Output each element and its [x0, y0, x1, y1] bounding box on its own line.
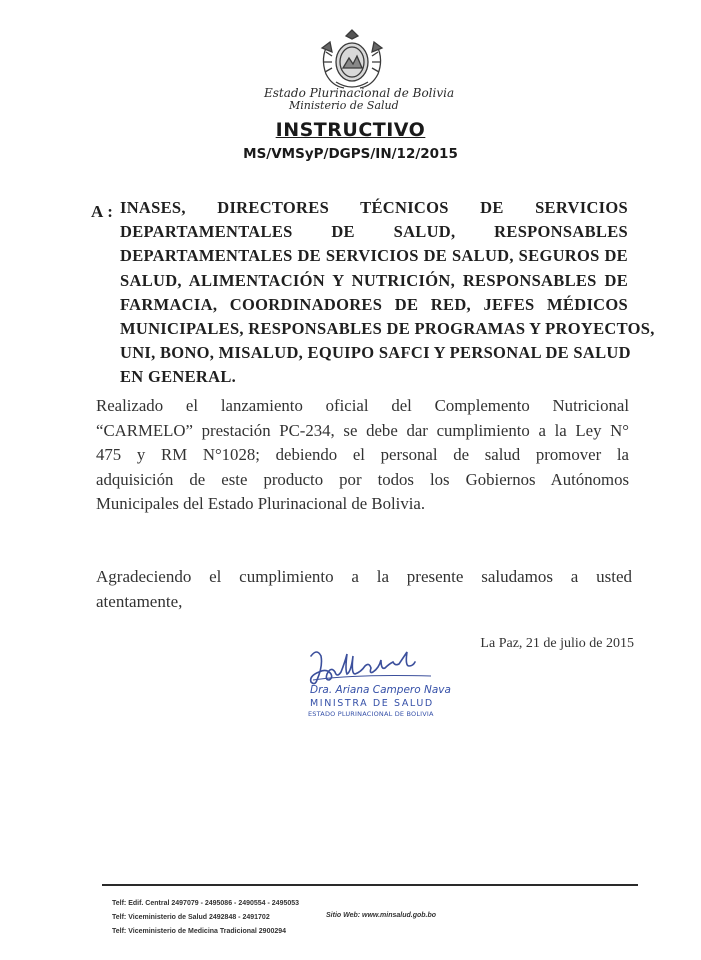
closing-line: atentamente,: [96, 592, 183, 611]
footer-phone-central: Telf: Edif. Central 2497079 - 2495086 - 2490554 - 2495053: [112, 900, 300, 907]
footer-divider: [102, 884, 638, 886]
addressee-line: UNI, BONO, MISALUD, EQUIPO SAFCI Y PERSONAL DE SALUD: [120, 343, 631, 363]
body-line: “CARMELO” prestación PC-234, se debe dar cumplimiento a la Ley N°: [96, 420, 629, 440]
body-line: Municipales del Estado Plurinacional de Bolivia.: [96, 494, 426, 513]
addressee-line: EN GENERAL.: [120, 367, 237, 387]
signatory-role: MINISTRA DE SALUD: [310, 698, 434, 709]
addressee-line: INASES, DIRECTORES TÉCNICOS DE SERVICIOS: [120, 198, 628, 217]
addressee-line: SALUD, ALIMENTACIÓN Y NUTRICIÓN, RESPONSABLES DE: [120, 270, 628, 290]
coat-of-arms-icon: [310, 26, 394, 92]
body-paragraph: [96, 394, 629, 517]
footer-phone-vice-medicine: Telf: Viceministerio de Medicina Tradicional 2900294: [112, 928, 287, 935]
signatory-name: Dra. Ariana Campero Nava: [310, 684, 451, 696]
addressee-line: DEPARTAMENTALES DE SALUD, RESPONSABLES: [120, 222, 628, 242]
institution-name: Estado Plurinacional de Bolivia: [264, 86, 455, 100]
body-line: 475 y RM N°1028; debiendo el personal de salud promover la: [96, 445, 629, 464]
footer-website: Sitio Web: www.minsalud.gob.bo: [326, 912, 437, 919]
addressee-label: A :: [91, 202, 114, 221]
document-title: INSTRUCTIVO: [275, 119, 426, 141]
body-line: Realizado el lanzamiento oficial del Complemento Nutricional: [96, 396, 629, 415]
addressee-line: DEPARTAMENTALES DE SERVICIOS DE SALUD, SEGUROS DE: [120, 246, 628, 266]
ministry-name: Ministerio de Salud: [289, 99, 399, 112]
addressee-line: MUNICIPALES, RESPONSABLES DE PROGRAMAS Y PROYECTOS,: [120, 318, 655, 338]
addressee-block: [120, 196, 655, 390]
footer-phone-vice-health: Telf: Viceministerio de Salud 2492848 - 2491702: [112, 914, 270, 921]
document-date: La Paz, 21 de julio de 2015: [480, 636, 634, 651]
closing-line: Agradeciendo el cumplimiento a la presente saludamos a usted: [96, 567, 632, 586]
signatory-state: ESTADO PLURINACIONAL DE BOLIVIA: [308, 710, 434, 718]
document-code: MS/VMSyP/DGPS/IN/12/2015: [243, 146, 458, 162]
addressee-line: FARMACIA, COORDINADORES DE RED, JEFES MÉDICOS: [120, 294, 628, 314]
body-line: adquisición de este producto por todos los Gobiernos Autónomos: [96, 469, 629, 489]
closing-paragraph: [96, 565, 632, 615]
